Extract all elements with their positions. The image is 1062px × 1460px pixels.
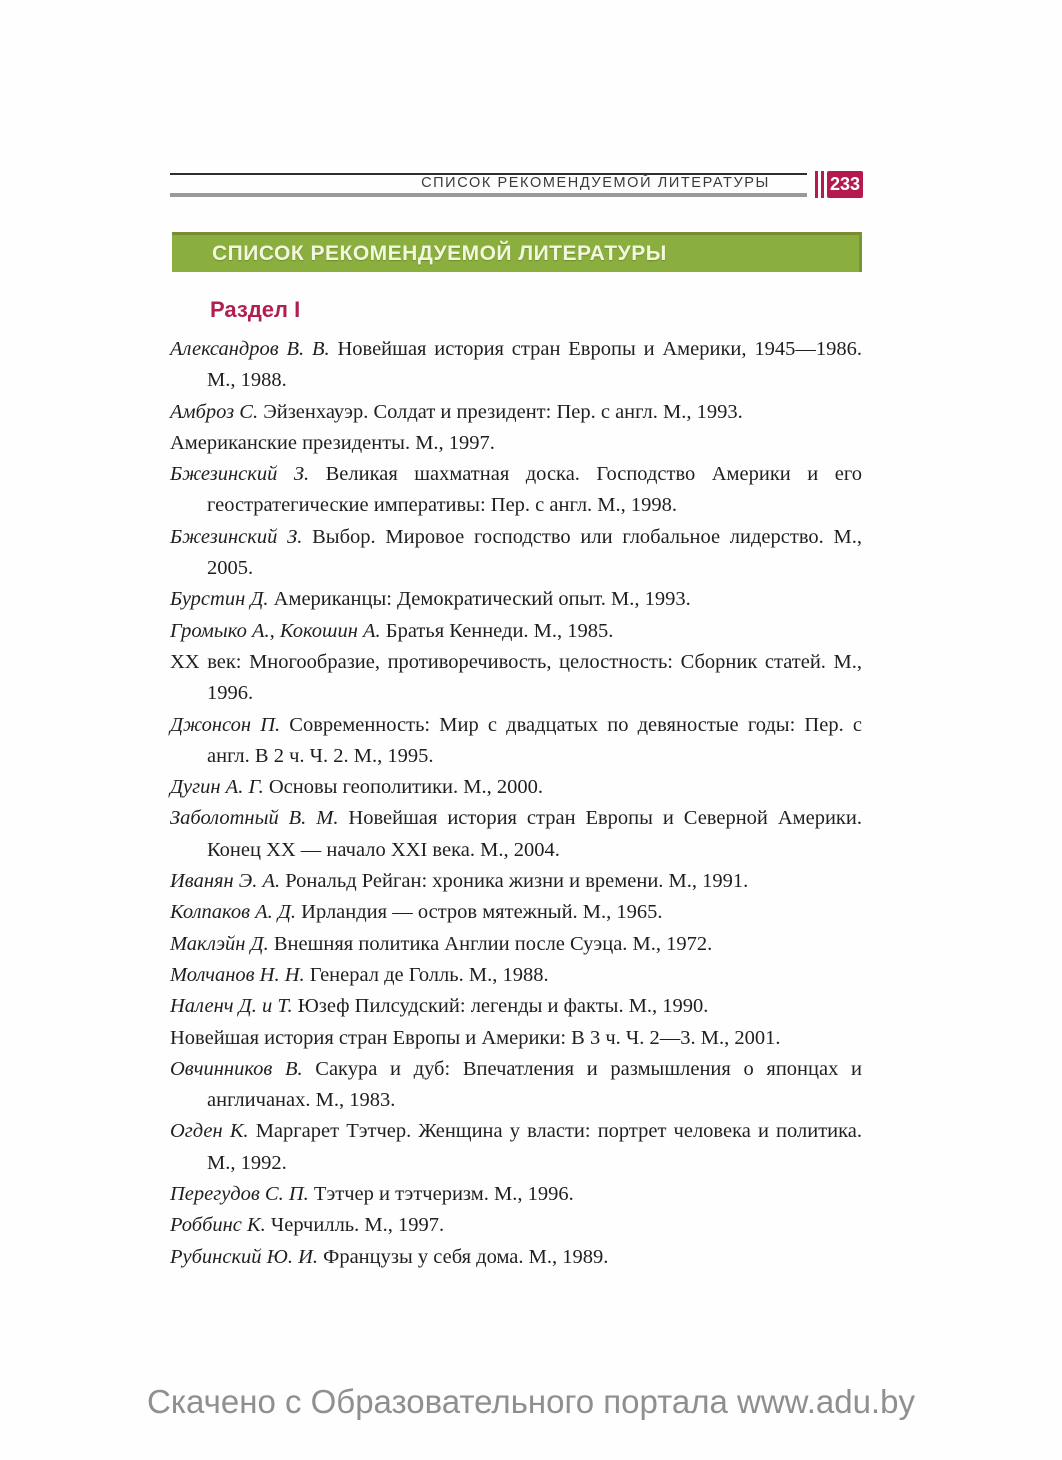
bibliography-entry: [170, 1054, 862, 1117]
entry-text: Генерал де Голль. М., 1988.: [309, 963, 549, 986]
bibliography-entry: [170, 397, 862, 428]
entry-text: Выбор. Мировое господство или глобальное лидерство. М., 2005.: [207, 525, 862, 580]
bibliography-entry: [170, 960, 862, 991]
page-number-decorative-bars: [815, 171, 825, 198]
entry-text: Американцы: Демократический опыт. М., 1993.: [273, 588, 691, 611]
entry-text: Сакура и дуб: Впечатления и размышления о японцах и англичанах. М., 1983.: [207, 1057, 862, 1112]
running-header: СПИСОК РЕКОМЕНДУЕМОЙ ЛИТЕРАТУРЫ: [421, 175, 770, 191]
watermark-footer: Скачено с Образовательного портала www.adu.by: [147, 1383, 915, 1420]
chapter-title-bar: [172, 232, 862, 272]
bibliography-entry: [170, 459, 862, 522]
entry-text: Новейшая история стран Европы и Америки, 1945—1986. М., 1988.: [207, 338, 862, 392]
entry-author: Наленч Д. и Т.: [170, 995, 298, 1018]
entry-text: Ирландия — остров мятежный. М., 1965.: [301, 901, 663, 924]
entry-text: Американские президенты. М., 1997.: [170, 431, 495, 454]
entry-author: Роббинс К.: [170, 1214, 271, 1237]
bibliography-entry: [170, 1116, 862, 1179]
page-number-badge: 233: [827, 171, 863, 198]
entry-text: Великая шахматная доска. Господство Америки и его геостратегические императивы: Пер. с англ. М., 1998.: [207, 463, 862, 517]
entry-text: Французы у себя дома. М., 1989.: [323, 1245, 609, 1268]
bibliography-entry: [170, 1210, 862, 1241]
bibliography-entry: [170, 866, 862, 897]
entry-author: Амброз С.: [170, 400, 264, 423]
entry-text: Современность: Мир с двадцатых по девяностые годы: Пер. с англ. В 2 ч. Ч. 2. М., 1995.: [207, 713, 862, 767]
entry-text: Черчилль. М., 1997.: [270, 1214, 445, 1237]
bibliography-entry: [170, 1242, 862, 1273]
entry-text: XX век: Многообразие, противоречивость, целостность: Сборник статей. М., 1996.: [170, 650, 862, 705]
entry-author: Заболотный В. М.: [170, 807, 349, 830]
entry-author: Овчинников В.: [170, 1057, 316, 1080]
entry-text: Эйзенхауэр. Солдат и президент: Пер. с англ. М., 1993.: [263, 400, 743, 423]
entry-text: Новейшая история стран Европы и Северной Америки. Конец XX — начало XXI века. М., 2004.: [207, 807, 862, 861]
section-heading: Раздел I: [210, 297, 301, 322]
entry-text: Тэтчер и тэтчеризм. М., 1996.: [313, 1183, 574, 1206]
entry-author: Иванян Э. А.: [170, 870, 286, 893]
bibliography-entry: [170, 929, 862, 960]
entry-text: Новейшая история стран Европы и Америки: В 3 ч. Ч. 2—3. М., 2001.: [170, 1026, 781, 1049]
chapter-title: СПИСОК РЕКОМЕНДУЕМОЙ ЛИТЕРАТУРЫ: [212, 241, 667, 265]
entry-author: Дугин А. Г.: [170, 776, 269, 799]
bibliography-entry: [170, 647, 862, 710]
bibliography-entry: [170, 772, 862, 803]
entry-author: Бжезинский З.: [170, 463, 326, 486]
decorative-bar: [815, 171, 818, 198]
entry-text: Основы геополитики. М., 2000.: [268, 776, 544, 799]
entry-author: Колпаков А. Д.: [170, 901, 302, 924]
bibliography-entry: [170, 803, 862, 866]
bibliography-entry: [170, 334, 862, 397]
entry-text: Юзеф Пилсудский: легенды и факты. М., 1990.: [297, 995, 709, 1018]
bibliography-list: [170, 334, 862, 1273]
bibliography-entry: [170, 1179, 862, 1210]
entry-author: Маклэйн Д.: [170, 932, 274, 955]
bibliography-entry: [170, 616, 862, 647]
header-rule-bottom: [170, 193, 807, 197]
bibliography-entry: [170, 428, 862, 459]
entry-author: Перегудов С. П.: [170, 1183, 314, 1206]
bibliography-entry: [170, 522, 862, 585]
entry-author: Огден К.: [170, 1120, 256, 1143]
entry-author: Бжезинский З.: [170, 525, 313, 548]
entry-text: Братья Кеннеди. М., 1985.: [385, 619, 614, 642]
entry-author: Бурстин Д.: [170, 588, 274, 611]
entry-text: Внешняя политика Англии после Суэца. М., 1972.: [273, 932, 713, 955]
entry-author: Громыко А., Кокошин А.: [170, 619, 386, 642]
entry-author: Александров В. В.: [170, 338, 338, 360]
bibliography-entry: [170, 897, 862, 928]
bibliography-entry: [170, 710, 862, 773]
entry-text: Маргарет Тэтчер. Женщина у власти: портрет человека и политика. М., 1992.: [207, 1120, 863, 1174]
bibliography-entry: [170, 584, 862, 615]
entry-author: Молчанов Н. Н.: [170, 963, 310, 986]
decorative-bar: [821, 171, 824, 198]
entry-author: Рубинский Ю. И.: [170, 1245, 324, 1268]
entry-text: Рональд Рейган: хроника жизни и времени. М., 1991.: [285, 870, 749, 893]
bibliography-entry: [170, 991, 862, 1022]
entry-author: Джонсон П.: [170, 713, 290, 736]
bibliography-entry: [170, 1023, 862, 1054]
